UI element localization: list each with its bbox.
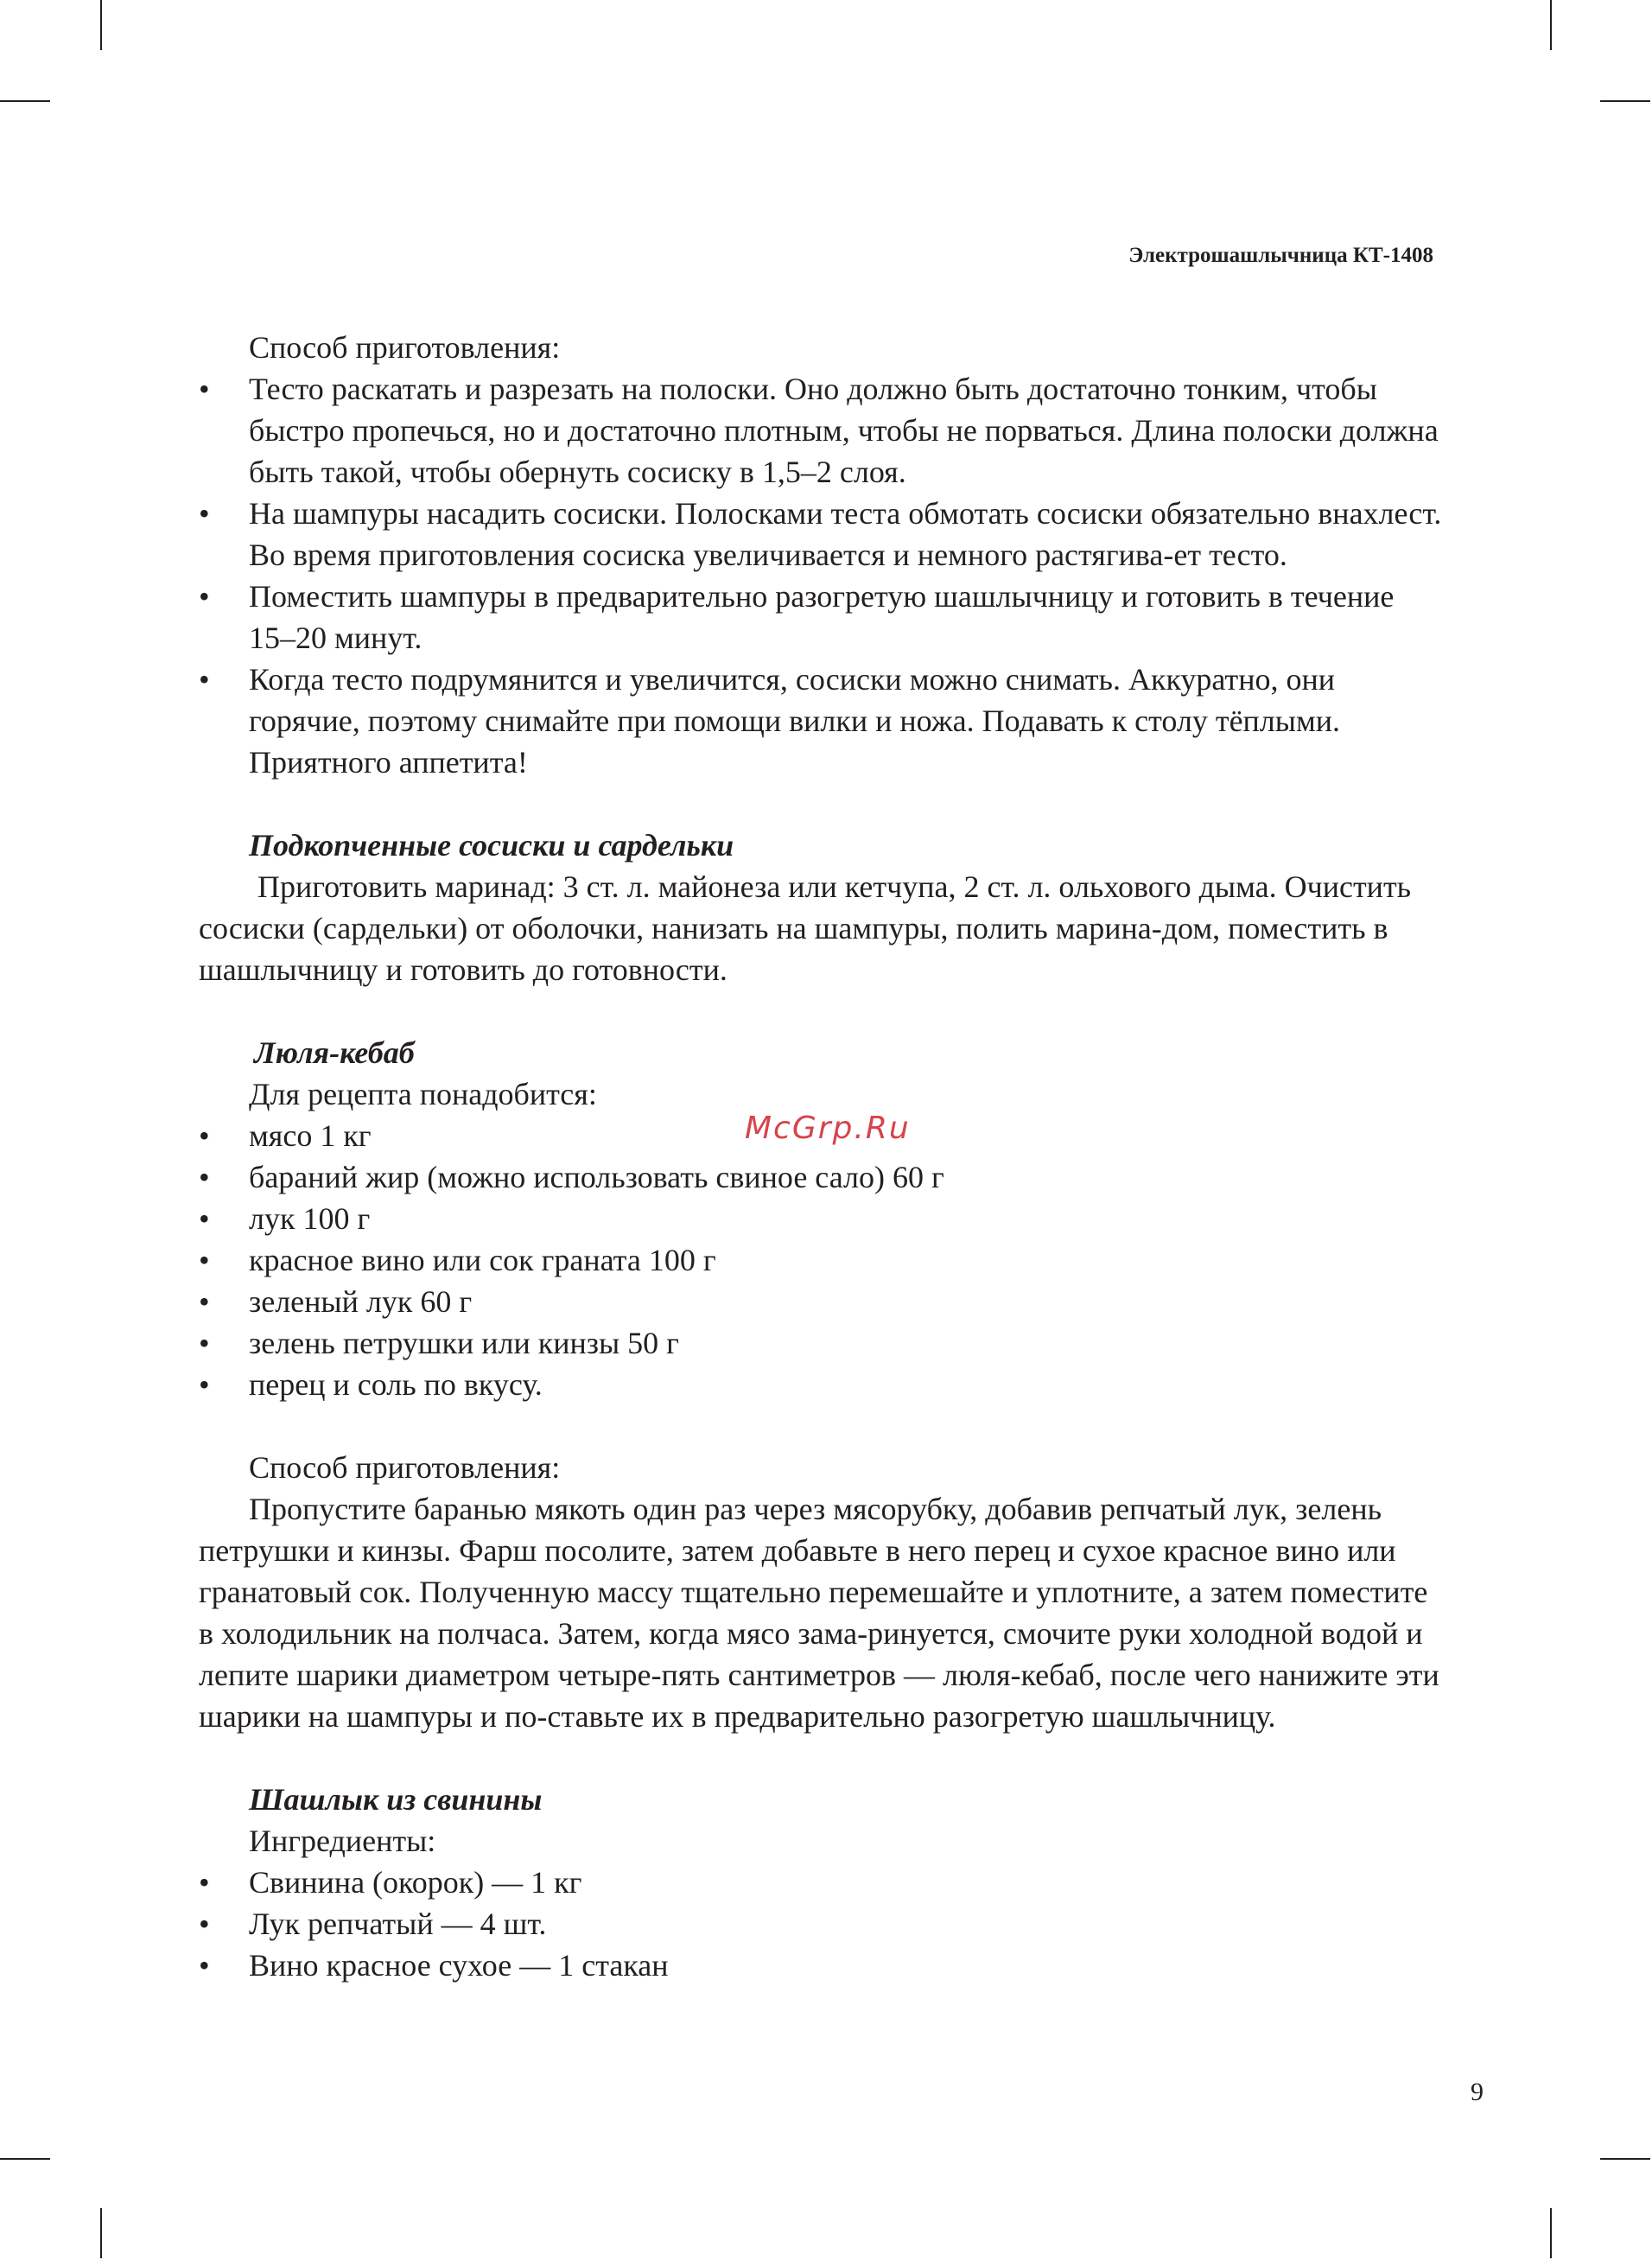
bullet-icon: • [199, 1160, 210, 1194]
ingredients-list-pork [199, 1862, 1443, 1986]
list-item [199, 1322, 1443, 1364]
ingredient-text: Вино красное сухое — 1 стакан [249, 1948, 669, 1983]
ingredient-text: красное вино или сок граната 100 г [249, 1243, 716, 1277]
bullet-icon: • [199, 1243, 210, 1277]
recipe-text-smoked: Приготовить маринад: 3 ст. л. майонеза или кетчупа, 2 ст. л. ольхового дыма. Очистить сосиски (сардельки) от оболочки, нанизать на шампуры, полить марина-дом, поместить в шашлычницу и готовить до готовности. [199, 869, 1412, 987]
list-item [199, 368, 1443, 493]
page-content [199, 327, 1443, 1986]
spacer [199, 1405, 1443, 1447]
bullet-icon: • [199, 1201, 210, 1236]
ingredient-text: Свинина (окорок) — 1 кг [249, 1865, 582, 1900]
spacer [199, 783, 1443, 824]
bullet-icon: • [199, 1948, 210, 1983]
method-label: Способ приготовления: [249, 330, 561, 365]
ingredient-text: лук 100 г [249, 1201, 371, 1236]
ingredient-text: мясо 1 кг [249, 1118, 372, 1153]
bullet-icon: • [199, 1284, 210, 1319]
step-text: Когда тесто подрумянится и увеличится, сосиски можно снимать. Аккуратно, они горячие, поэтому снимайте при помощи вилки и ножа. Подавать к столу тёплыми. Приятного аппетита! [249, 662, 1341, 780]
crop-mark-top-left [100, 0, 102, 50]
watermark: McGrp.Ru [745, 1111, 911, 1146]
crop-mark-bottom-left [100, 2208, 102, 2258]
bullet-icon: • [199, 1907, 210, 1941]
method-text-lyulya: Пропустите баранью мякоть один раз через мясорубку, добавив репчатый лук, зелень петрушки и кинзы. Фарш посолите, затем добавьте в него перец и сухое красное вино или гранатовый сок. Полученную массу тщательно перемешайте и уплотните, а затем поместите в холодильник на полчаса. Затем, когда мясо зама-ринуется, смочите руки холодной водой и лепите шарики диаметром четыре-пять сантиметров — люля-кебаб, после чего нанижите эти шарики на шампуры и по-ставьте их в предварительно разогретую шашлычницу. [199, 1492, 1439, 1734]
list-item [199, 493, 1443, 576]
list-item [199, 576, 1443, 659]
list-item [199, 1364, 1443, 1405]
bullet-icon: • [199, 496, 210, 531]
ingredient-text: бараний жир (можно использовать свиное сало) 60 г [249, 1160, 944, 1194]
spacer [199, 990, 1443, 1032]
ingredients-label: Для рецепта понадобится: [249, 1077, 597, 1111]
list-item [199, 1903, 1443, 1945]
crop-mark-top-right [1550, 0, 1552, 50]
step-text: Поместить шампуры в предварительно разогретую шашлычницу и готовить в течение 15–20 минут. [249, 579, 1395, 655]
list-item [199, 1239, 1443, 1281]
ingredient-text: Лук репчатый — 4 шт. [249, 1907, 547, 1941]
list-item [199, 1156, 1443, 1198]
method-label: Способ приготовления: [249, 1450, 561, 1485]
list-item [199, 1281, 1443, 1322]
crop-mark-top-left-horizontal [0, 100, 50, 102]
crop-mark-bottom-right [1550, 2208, 1552, 2258]
list-item [199, 1115, 1443, 1156]
recipe-title-lyulya: Люля-кебаб [254, 1035, 415, 1070]
recipe-title-smoked: Подкопченные сосиски и сардельки [249, 828, 734, 863]
list-item [199, 1862, 1443, 1903]
bullet-icon: • [199, 1367, 210, 1402]
bullet-icon: • [199, 662, 210, 697]
method-steps-list [199, 368, 1443, 783]
spacer [199, 1737, 1443, 1779]
crop-mark-top-right-horizontal [1600, 100, 1650, 102]
running-header: Электрошашлычница КТ-1408 [1128, 244, 1433, 267]
bullet-icon: • [199, 579, 210, 614]
bullet-icon: • [199, 1118, 210, 1153]
bullet-icon: • [199, 1326, 210, 1360]
step-text: Тесто раскатать и разрезать на полоски. Оно должно быть достаточно тонким, чтобы быстро пропечься, но и достаточно плотным, чтобы не порваться. Длина полоски должна быть такой, чтобы обернуть сосиску в 1,5–2 слоя. [249, 372, 1439, 489]
ingredients-list-lyulya [199, 1115, 1443, 1405]
ingredient-text: зеленый лук 60 г [249, 1284, 473, 1319]
bullet-icon: • [199, 1865, 210, 1900]
recipe-title-pork: Шашлык из свинины [249, 1782, 543, 1817]
page-number: 9 [1471, 2078, 1484, 2106]
ingredient-text: перец и соль по вкусу. [249, 1367, 543, 1402]
crop-mark-bottom-left-horizontal [0, 2158, 50, 2160]
list-item [199, 1945, 1443, 1986]
bullet-icon: • [199, 372, 210, 406]
list-item [199, 1198, 1443, 1239]
ingredients-label: Ингредиенты: [249, 1824, 436, 1858]
ingredient-text: зелень петрушки или кинзы 50 г [249, 1326, 679, 1360]
crop-mark-bottom-right-horizontal [1600, 2158, 1650, 2160]
step-text: На шампуры насадить сосиски. Полосками теста обмотать сосиски обязательно внахлест. Во время приготовления сосиска увеличивается и немного растягива-ет тесто. [249, 496, 1442, 572]
list-item [199, 659, 1443, 783]
